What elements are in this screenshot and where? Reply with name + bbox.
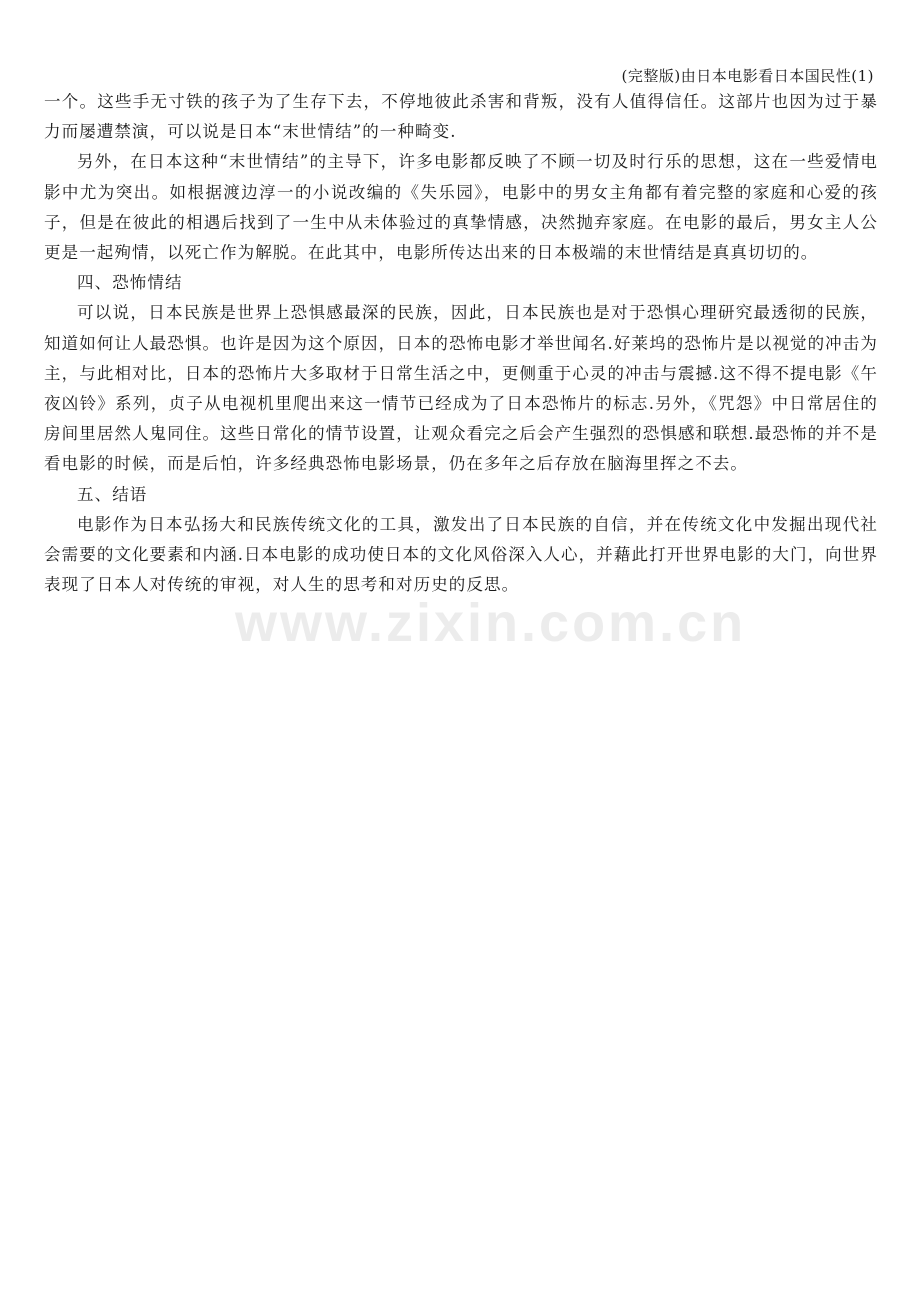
- paragraph-conclusion: 电影作为日本弘扬大和民族传统文化的工具，激发出了日本民族的自信，并在传统文化中发掘出现代社会需要的文化要素和内涵.日本电影的成功使日本的文化风俗深入人心，并藉此打开世界电影的大门，向世界表现了日本人对传统的审视，对人生的思考和对历史的反思。: [44, 514, 878, 595]
- section-heading-horror: 四、恐怖情结: [77, 273, 183, 293]
- paragraph-continuation: 一个。这些手无寸铁的孩子为了生存下去，不停地彼此杀害和背叛，没有人值得信任。这部片也因为过于暴力而屡遭禁演，可以说是日本“末世情结”的一种畸变.: [44, 92, 878, 142]
- running-header: (完整版)由日本电影看日本国民性(1): [621, 67, 874, 85]
- section-heading-conclusion: 五、结语: [77, 484, 148, 504]
- paragraph-love-films: 另外，在日本这种“末世情结”的主导下，许多电影都反映了不顾一切及时行乐的思想，这在一些爱情电影中尤为突出。如根据渡边淳一的小说改编的《失乐园》，电影中的男女主角都有着完整的家庭和心爱的孩子，但是在彼此的相遇后找到了一生中从未体验过的真挚情感，决然抛弃家庭。在电影的最后，男女主人公更是一起殉情，以死亡作为解脱。在此其中，电影所传达出来的日本极端的末世情结是真真切切的。: [44, 152, 878, 263]
- paragraph-horror: 可以说，日本民族是世界上恐惧感最深的民族，因此，日本民族也是对于恐惧心理研究最透彻的民族，知道如何让人最恐惧。也许是因为这个原因，日本的恐怖电影才举世闻名.好莱坞的恐怖片是以视觉的冲击为主，与此相对比，日本的恐怖片大多取材于日常生活之中，更侧重于心灵的冲击与震撼.这不得不提电影《午夜凶铃》系列，贞子从电视机里爬出来这一情节已经成为了日本恐怖片的标志.另外，《咒怨》中日常居住的房间里居然人鬼同住。这些日常化的情节设置，让观众看完之后会产生强烈的恐惧感和联想.最恐怖的并不是看电影的时候，而是后怕，许多经典恐怖电影场景，仍在多年之后存放在脑海里挥之不去。: [44, 303, 878, 474]
- watermark: www.zixin.com.cn: [235, 593, 747, 653]
- document-body: [44, 87, 878, 600]
